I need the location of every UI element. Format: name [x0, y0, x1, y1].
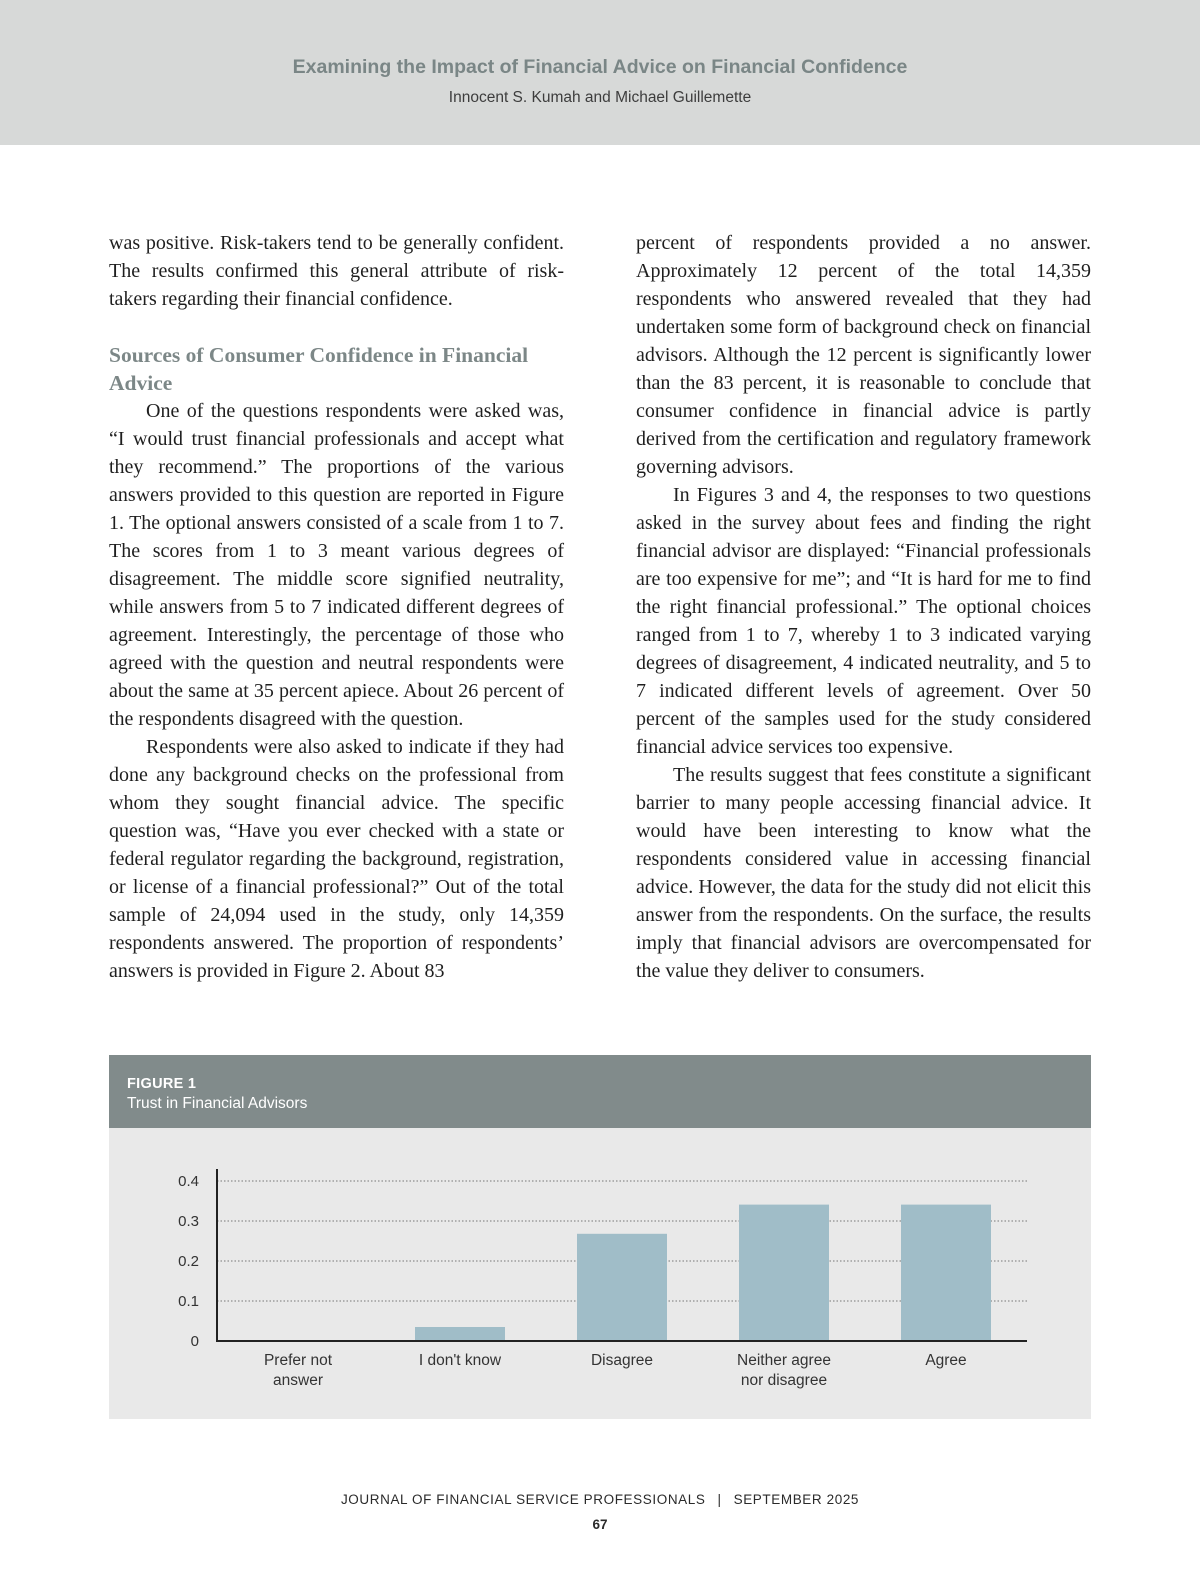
x-tick-label: nor disagree	[740, 1372, 828, 1389]
bar	[577, 1234, 667, 1341]
figure-header	[109, 1055, 1091, 1128]
body-paragraph: The results suggest that fees constitute a significant barrier to many people accessing financial advice. It would have been interesting to know what the respondents considered value in accessing financial advice. However, the data for the study did not elicit this answer from the respondents. On the surface, the results imply that financial advisors are overcompensated for the value they deliver to consumers.	[636, 764, 1091, 982]
running-header	[0, 0, 1200, 145]
body-paragraph: was positive. Risk-takers tend to be generally confident. The results confirmed this general attribute of risk-takers regarding their financial confidence.	[109, 232, 564, 310]
bar	[739, 1205, 829, 1341]
bar	[901, 1205, 991, 1341]
body-paragraph: In Figures 3 and 4, the responses to two questions asked in the survey about fees and finding the right financial advisor are displayed: “Financial professionals are too expensive for me”; and “It is hard for me to find the right financial professional.” The optional choices ranged from 1 to 7, whereby 1 to 3 indicated varying degrees of disagreement, 4 indicated neutrality, and 5 to 7 indicated different levels of agreement. Over 50 percent of the samples used for the study considered financial advice services too expensive.	[636, 484, 1091, 758]
footer-separator: |	[717, 1492, 722, 1507]
page-footer	[0, 1492, 1200, 1507]
figure-1	[109, 1055, 1091, 1419]
x-tick-label: Agree	[925, 1352, 967, 1369]
section-heading: Sources of Consumer Confidence in Financial Advice	[109, 343, 529, 395]
x-tick-label: Disagree	[590, 1352, 654, 1369]
figure-title: Trust in Financial Advisors	[127, 1095, 308, 1112]
y-tick-label: 0	[190, 1333, 199, 1350]
x-tick-label: Neither agree	[737, 1352, 831, 1369]
body-paragraph: One of the questions respondents were asked was, “I would trust financial professionals and accept what they recommend.” The proportions of the various answers provided to this question are reported in Figure 1. The optional answers consisted of a scale from 1 to 7. The scores from 1 to 3 meant various degrees of disagreement. The middle score signified neutrality, while answers from 5 to 7 indicated different degrees of agreement. Interestingly, the percentage of those who agreed with the question and neutral respondents were about the same at 35 percent apiece. About 26 percent of the respondents disagreed with the question.	[109, 400, 564, 730]
y-tick-label: 0.2	[178, 1253, 199, 1270]
x-tick-label: answer	[273, 1372, 323, 1389]
journal-name: JOURNAL OF FINANCIAL SERVICE PROFESSIONALS	[340, 1492, 706, 1507]
article-authors: Innocent S. Kumah and Michael Guillemette	[448, 89, 752, 106]
y-tick-label: 0.3	[178, 1213, 199, 1230]
article-title: Examining the Impact of Financial Advice on Financial Confidence	[292, 56, 908, 78]
left-column	[109, 229, 564, 985]
bar	[415, 1327, 505, 1341]
x-tick-label: I don't know	[418, 1352, 502, 1369]
figure-label: FIGURE 1	[127, 1076, 197, 1092]
x-tick-label: Prefer not	[263, 1352, 333, 1369]
issue-date: SEPTEMBER 2025	[733, 1492, 860, 1507]
y-tick-label: 0.1	[178, 1293, 199, 1310]
bar-chart	[109, 1128, 1091, 1419]
right-column	[636, 229, 1091, 985]
body-paragraph: percent of respondents provided a no answer. Approximately 12 percent of the total 14,359 respondents who answered revealed that they had undertaken some form of background check on financial advisors. Although the 12 percent is significantly lower than the 83 percent, it is reasonable to conclude that consumer confidence in financial advice is partly derived from the certification and regulatory framework governing advisors.	[636, 232, 1091, 478]
page-number: 67	[592, 1517, 608, 1532]
body-paragraph: Respondents were also asked to indicate if they had done any background checks on the professional from whom they sought financial advice. The specific question was, “Have you ever checked with a state or federal regulator regarding the background, registration, or license of a financial professional?” Out of the total sample of 24,094 used in the study, only 14,359 respondents answered. The proportion of respondents’ answers is provided in Figure 2. About 83	[109, 736, 564, 982]
y-tick-label: 0.4	[178, 1173, 199, 1190]
